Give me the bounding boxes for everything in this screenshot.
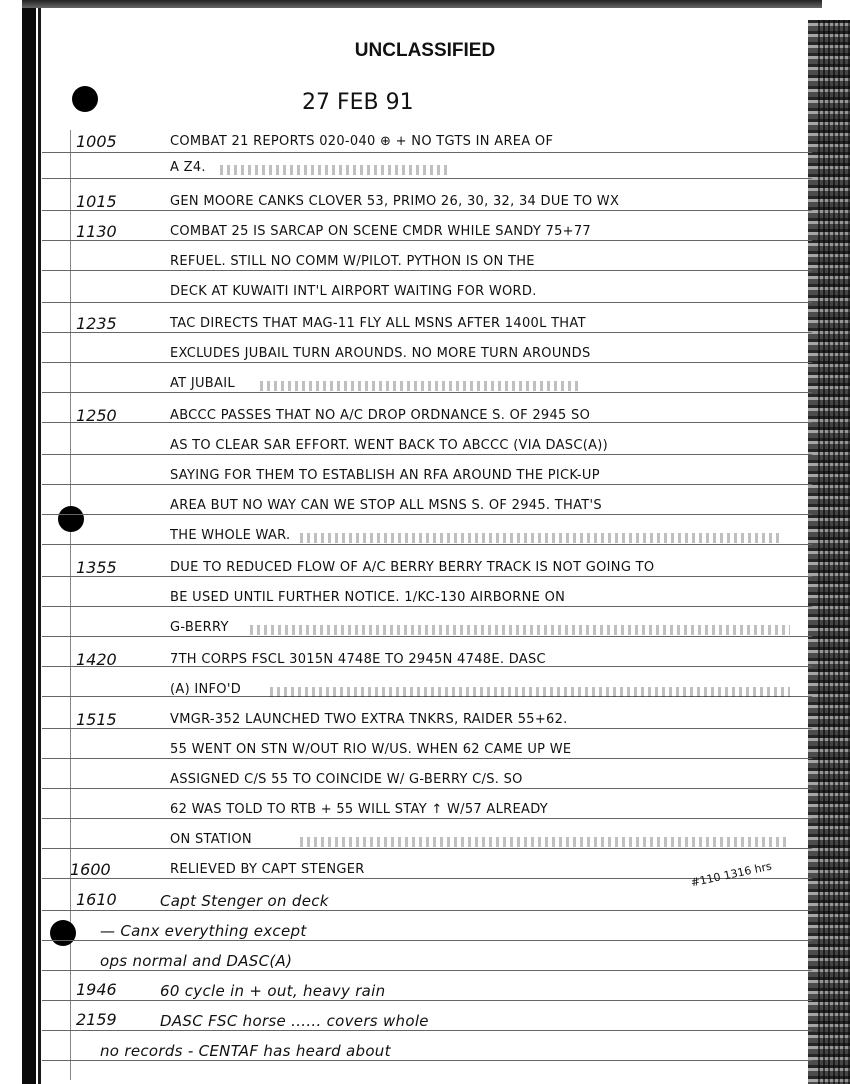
ruled-line (42, 454, 812, 455)
entry-text: A Z4. (170, 160, 206, 175)
entry-time: 1250 (76, 406, 117, 425)
ruled-line (42, 970, 812, 971)
entry-time: 1515 (76, 710, 117, 729)
ruled-line (42, 606, 812, 607)
faded-text-smudge (220, 165, 450, 175)
ruled-line (42, 1060, 812, 1061)
scan-top-edge (22, 0, 822, 8)
entry-text: ASSIGNED C/S 55 TO COINCIDE W/ G-BERRY C/S. SO (170, 772, 523, 787)
entry-text: COMBAT 25 IS SARCAP ON SCENE CMDR WHILE SANDY 75+77 (170, 224, 591, 239)
entry-time: 2159 (76, 1010, 117, 1029)
ruled-line (42, 576, 812, 577)
entry-time: 1946 (76, 980, 117, 999)
ruled-line (42, 178, 812, 179)
ruled-line (42, 544, 812, 545)
ruled-line (42, 1000, 812, 1001)
entry-text: SAYING FOR THEM TO ESTABLISH AN RFA AROUND THE PICK-UP (170, 468, 600, 483)
entry-text: no records - CENTAF has heard about (100, 1042, 391, 1060)
entry-text: 7TH CORPS FSCL 3015N 4748E TO 2945N 4748E. DASC (170, 652, 546, 667)
entry-text: AREA BUT NO WAY CAN WE STOP ALL MSNS S. OF 2945. THAT'S (170, 498, 602, 513)
ruled-line (42, 332, 812, 333)
ruled-line (42, 758, 812, 759)
scan-left-bar-inner (38, 8, 41, 1084)
ruled-line (42, 940, 812, 941)
entry-time: 1015 (76, 192, 117, 211)
entry-text: DUE TO REDUCED FLOW OF A/C BERRY BERRY TRACK IS NOT GOING TO (170, 560, 655, 575)
classification-header: UNCLASSIFIED (354, 40, 496, 61)
entry-text: VMGR-352 LAUNCHED TWO EXTRA TNKRS, RAIDER 55+62. (170, 712, 568, 727)
entry-text: REFUEL. STILL NO COMM W/PILOT. PYTHON IS ON THE (170, 254, 535, 269)
punch-hole (72, 86, 98, 112)
scan-left-bar (22, 8, 36, 1084)
faded-text-smudge (250, 625, 790, 635)
entry-text: DASC FSC horse ...... covers whole (160, 1012, 429, 1030)
entry-time: 1420 (76, 650, 117, 669)
entry-text: ops normal and DASC(A) (100, 952, 293, 970)
ruled-line (42, 514, 812, 515)
faded-text-smudge (260, 381, 580, 391)
ruled-line (42, 240, 812, 241)
entry-text: AS TO CLEAR SAR EFFORT. WENT BACK TO ABCCC (VIA DASC(A)) (170, 438, 609, 453)
entry-text: EXCLUDES JUBAIL TURN AROUNDS. NO MORE TURN AROUNDS (170, 346, 591, 361)
entry-text: Capt Stenger on deck (160, 892, 329, 910)
entry-text: 62 WAS TOLD TO RTB + 55 WILL STAY ↑ W/57 ALREADY (170, 802, 549, 817)
ruled-line (42, 636, 812, 637)
entry-text: (A) INFO'D (170, 682, 242, 697)
faded-text-smudge (300, 533, 780, 543)
entry-time: 1005 (76, 132, 117, 151)
punch-hole (58, 506, 84, 532)
ruled-line (42, 302, 812, 303)
entry-text: 60 cycle in + out, heavy rain (160, 982, 386, 1000)
entry-text: ON STATION (170, 832, 252, 847)
entry-time: 1610 (76, 890, 117, 909)
ruled-line (42, 392, 812, 393)
ruled-line (42, 818, 812, 819)
entry-text: RELIEVED BY CAPT STENGER (170, 862, 365, 877)
ruled-line (42, 210, 812, 211)
entry-text: THE WHOLE WAR. (170, 528, 291, 543)
ruled-line (42, 848, 812, 849)
punch-hole (50, 920, 76, 946)
faded-text-smudge (300, 837, 790, 847)
entry-time: 1130 (76, 222, 117, 241)
entry-text: 55 WENT ON STN W/OUT RIO W/US. WHEN 62 CAME UP WE (170, 742, 572, 757)
faded-text-smudge (270, 687, 790, 697)
ruled-line (42, 1030, 812, 1031)
ruled-line (42, 362, 812, 363)
entry-time: 1600 (70, 860, 111, 879)
ruled-line (42, 788, 812, 789)
entry-text: G-BERRY (170, 620, 229, 635)
ruled-line (42, 152, 812, 153)
log-date: 27 FEB 91 (302, 90, 414, 115)
entry-text: DECK AT KUWAITI INT'L AIRPORT WAITING FOR WORD. (170, 284, 537, 299)
ruled-line (42, 270, 812, 271)
entry-text: COMBAT 21 REPORTS 020-040 ⊕ + NO TGTS IN AREA OF (170, 134, 554, 149)
entry-time: 1355 (76, 558, 117, 577)
scan-right-edge-texture (818, 20, 850, 1084)
ruled-line (42, 910, 812, 911)
entry-text: AT JUBAIL (170, 376, 235, 391)
entry-time: 1235 (76, 314, 117, 333)
entry-text: — Canx everything except (100, 922, 307, 940)
entry-text: BE USED UNTIL FURTHER NOTICE. 1/KC-130 AIRBORNE ON (170, 590, 566, 605)
entry-text: TAC DIRECTS THAT MAG-11 FLY ALL MSNS AFTER 1400L THAT (170, 316, 586, 331)
entry-text: GEN MOORE CANKS CLOVER 53, PRIMO 26, 30, 32, 34 DUE TO WX (170, 194, 620, 209)
ruled-line (42, 484, 812, 485)
ruled-line (42, 728, 812, 729)
entry-text: ABCCC PASSES THAT NO A/C DROP ORDNANCE S. OF 2945 SO (170, 408, 591, 423)
margin-note: #110 1316 hrs (689, 859, 773, 890)
